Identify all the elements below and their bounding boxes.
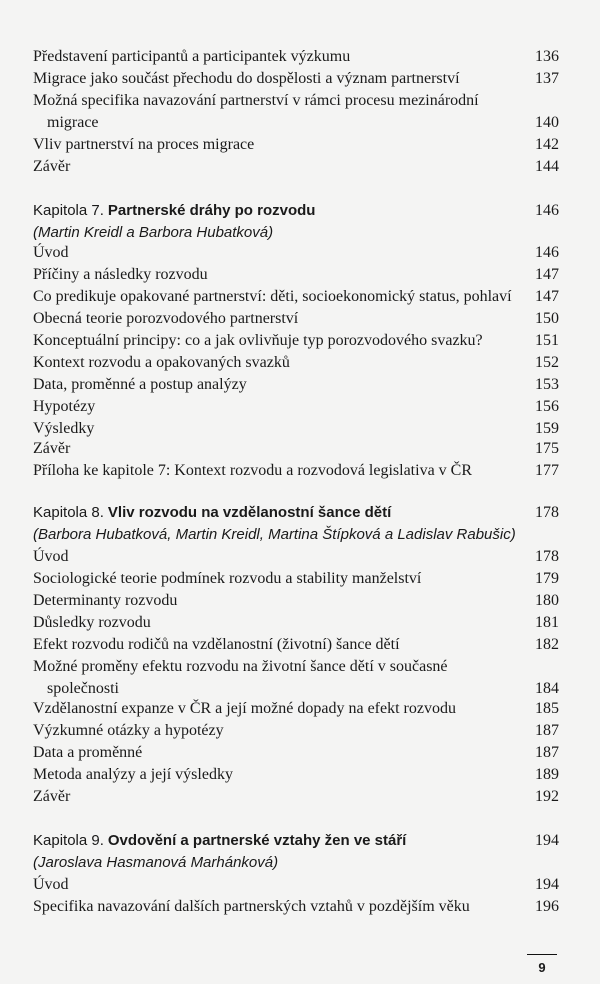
- entry-page: 189: [535, 766, 559, 783]
- toc-entry: [33, 634, 559, 656]
- chapter-page: 146: [535, 202, 559, 219]
- toc-entry: [33, 568, 559, 590]
- entry-page: 136: [535, 48, 559, 65]
- entry-title: Metoda analýzy a její výsledky: [33, 766, 233, 783]
- entry-title: Determinanty rozvodu: [33, 592, 178, 609]
- entry-page: 147: [535, 266, 559, 283]
- chapter-label: Kapitola 7.: [33, 202, 104, 219]
- entry-title: Vzdělanostní expanze v ČR a její možné dopady na efekt rozvodu: [33, 700, 456, 717]
- authors-text: (Martin Kreidl a Barbora Hubatková): [33, 224, 274, 241]
- toc-entry: [33, 874, 559, 896]
- entry-title: Výsledky: [33, 420, 95, 437]
- toc-entry: [33, 46, 559, 68]
- entry-title: Důsledky rozvodu: [33, 614, 151, 631]
- entry-title: Závěr: [33, 440, 71, 457]
- entry-title: Efekt rozvodu rodičů na vzdělanostní (životní) šance dětí: [33, 636, 400, 653]
- toc-entry: [33, 698, 559, 720]
- entry-page: 150: [535, 310, 559, 327]
- toc-entry: [33, 242, 559, 264]
- entry-page: 140: [535, 114, 559, 131]
- toc-entry: [33, 460, 559, 482]
- entry-title: Možné proměny efektu rozvodu na životní šance dětí v současné: [33, 658, 448, 675]
- entry-page: 137: [535, 70, 559, 87]
- entry-title: Hypotézy: [33, 398, 96, 415]
- entry-page: 147: [535, 288, 559, 305]
- chapter-label: Kapitola 8.: [33, 504, 104, 521]
- folio-rule: [527, 954, 557, 955]
- toc-entry: [33, 374, 559, 396]
- entry-title: Obecná teorie porozvodového partnerství: [33, 310, 299, 327]
- page-number: 9: [538, 960, 546, 975]
- toc-entry: [33, 742, 559, 764]
- toc-entry: [33, 68, 559, 90]
- chapter-heading: [33, 830, 559, 852]
- toc-entry: [33, 438, 559, 460]
- entry-page: 159: [535, 420, 559, 437]
- entry-title: Sociologické teorie podmínek rozvodu a stability manželství: [33, 570, 422, 587]
- entry-title: Migrace jako součást přechodu do dospělosti a význam partnerství: [33, 70, 460, 87]
- toc-entry: [33, 786, 559, 808]
- entry-page: 156: [535, 398, 559, 415]
- entry-page: 177: [535, 462, 559, 479]
- entry-title: Data, proměnné a postup analýzy: [33, 376, 247, 393]
- entry-page: 153: [535, 376, 559, 393]
- chapter-label: Kapitola 9.: [33, 832, 104, 849]
- chapter-title: Vliv rozvodu na vzdělanostní šance dětí: [107, 504, 392, 521]
- chapter-heading: [33, 200, 559, 222]
- entry-title: Data a proměnné: [33, 744, 143, 761]
- entry-title: Představení participantů a participantek výzkumu: [33, 48, 351, 65]
- entry-title: Kontext rozvodu a opakovaných svazků: [33, 354, 290, 371]
- entry-page: 175: [535, 440, 559, 457]
- entry-page: 196: [535, 898, 559, 915]
- chapter-authors: [33, 852, 559, 874]
- entry-page: 142: [535, 136, 559, 153]
- entry-title: Úvod: [33, 876, 69, 893]
- entry-title-continuation: migrace: [47, 114, 99, 131]
- toc-entry: [33, 546, 559, 568]
- toc-entry: [33, 418, 559, 440]
- chapter-page: 194: [535, 832, 559, 849]
- toc-entry: [33, 352, 559, 374]
- entry-page: 187: [535, 722, 559, 739]
- entry-title: Co predikuje opakované partnerství: děti, socioekonomický status, pohlaví: [33, 288, 512, 305]
- entry-page: 179: [535, 570, 559, 587]
- entry-page: 194: [535, 876, 559, 893]
- toc-entry: [33, 156, 559, 178]
- toc-entry: [33, 656, 559, 700]
- toc-entry: [33, 720, 559, 742]
- toc-entry: [33, 590, 559, 612]
- entry-page: 152: [535, 354, 559, 371]
- entry-page: 146: [535, 244, 559, 261]
- toc-entry: [33, 90, 559, 134]
- entry-title: Úvod: [33, 548, 69, 565]
- toc-entry: [33, 264, 559, 286]
- entry-title: Konceptuální principy: co a jak ovlivňuje typ porozvodového svazku?: [33, 332, 483, 349]
- entry-title: Výzkumné otázky a hypotézy: [33, 722, 224, 739]
- entry-page: 192: [535, 788, 559, 805]
- chapter-authors: [33, 524, 559, 546]
- entry-title: Závěr: [33, 158, 71, 175]
- entry-title: Závěr: [33, 788, 71, 805]
- authors-text: (Jaroslava Hasmanová Marhánková): [33, 854, 279, 871]
- toc-entry: [33, 330, 559, 352]
- chapter-page: 178: [535, 504, 559, 521]
- entry-title: Vliv partnerství na proces migrace: [33, 136, 255, 153]
- chapter-heading: [33, 502, 559, 524]
- toc-entry: [33, 896, 559, 918]
- entry-title: Příloha ke kapitole 7: Kontext rozvodu a rozvodová legislativa v ČR: [33, 462, 473, 479]
- entry-page: 187: [535, 744, 559, 761]
- toc-entry: [33, 396, 559, 418]
- chapter-title: Ovdovění a partnerské vztahy žen ve stáří: [107, 832, 407, 849]
- entry-title: Specifika navazování dalších partnerských vztahů v pozdějším věku: [33, 898, 470, 915]
- entry-page: 151: [535, 332, 559, 349]
- chapter-title: Partnerské dráhy po rozvodu: [107, 202, 316, 219]
- toc-entry: [33, 134, 559, 156]
- entry-page: 144: [535, 158, 559, 175]
- toc-entry: [33, 308, 559, 330]
- authors-text: (Barbora Hubatková, Martin Kreidl, Martina Štípková a Ladislav Rabušic): [33, 526, 516, 543]
- entry-title: Příčiny a následky rozvodu: [33, 266, 208, 283]
- chapter-authors: [33, 222, 559, 244]
- entry-page: 178: [535, 548, 559, 565]
- entry-title: Úvod: [33, 244, 69, 261]
- entry-page: 185: [535, 700, 559, 717]
- toc-entry: [33, 612, 559, 634]
- entry-title: Možná specifika navazování partnerství v rámci procesu mezinárodní: [33, 92, 479, 109]
- entry-page: 180: [535, 592, 559, 609]
- toc-entry: [33, 286, 559, 308]
- entry-title-continuation: společnosti: [47, 680, 119, 697]
- entry-page: 182: [535, 636, 559, 653]
- toc-entry: [33, 764, 559, 786]
- entry-page: 184: [535, 680, 559, 697]
- entry-page: 181: [535, 614, 559, 631]
